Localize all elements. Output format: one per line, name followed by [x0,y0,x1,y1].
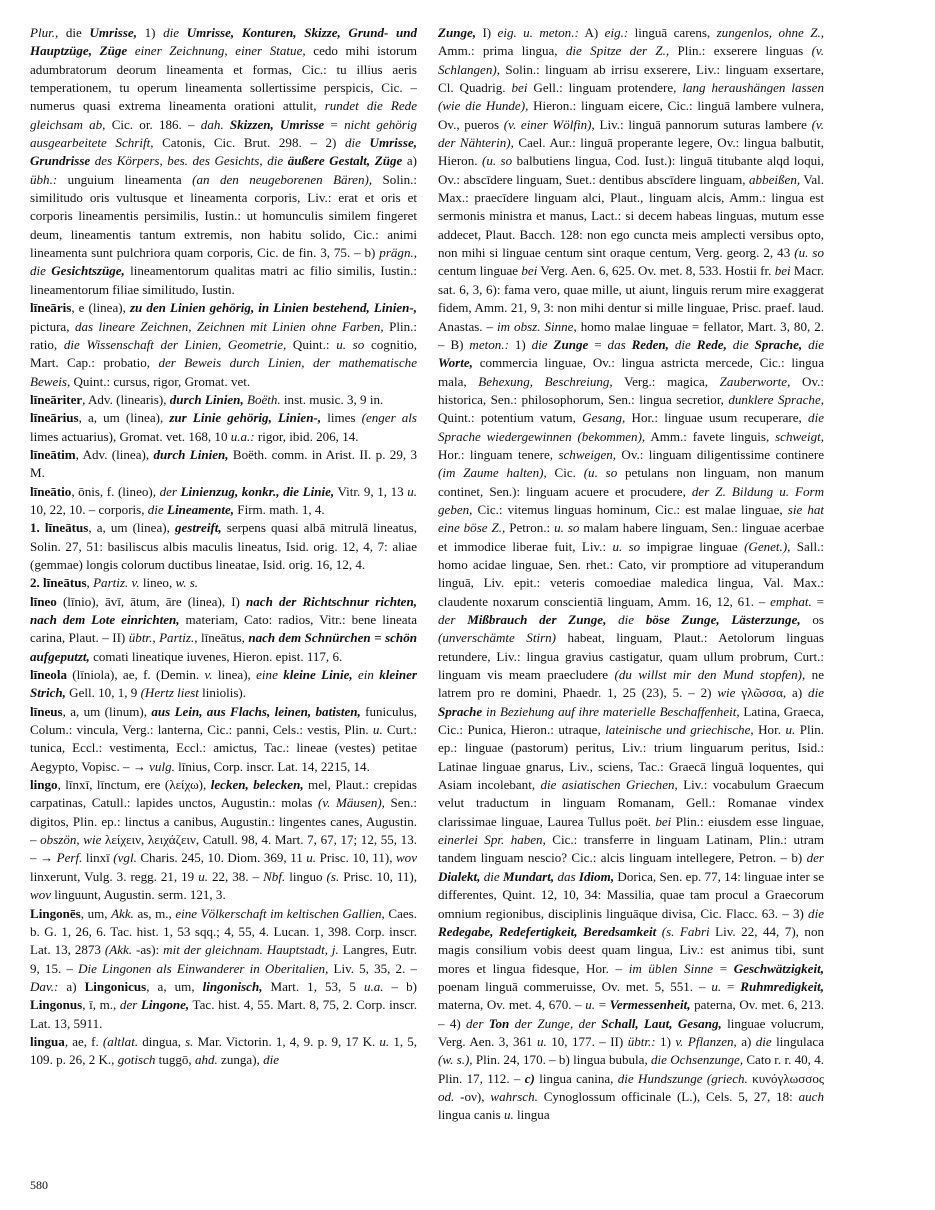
dictionary-entry: līneāris, e (linea), zu den Linien gehörig, in Linien bestehend, Linien-, pictura, das lineare Zeichnen, Zeichnen mit Linien ohne Farben, Plin.: ratio, die Wissenschaft der Linien, Geometrie, Quint.: u. so cognitio, Mart. Cap.: probatio, der Beweis durch Linien, der mathematische Beweis, Quint.: cursus, rigor, Gromat. vet. [30,300,417,389]
dictionary-entry: lingo, līnxī, līnctum, ere (λείχω), lecken, belecken, mel, Plaut.: crepidas carpatinas, Catull.: lapides unctos, Augustin.: molas (v. Mäusen), Sen.: digitos, Plin. ep.: linctus a canibus, Augustin.: lingentes canes, Augustin. – obszön, wie λείχειν, λειχάζειν, Catull. 98, 4. Mart. 7, 67, 17; 12, 55, 13. – → Perf. linxī (vgl. Charis. 245, 10. Diom. 369, 11 u. Prisc. 10, 11), wov linxerunt, Vulg. 3. regg. 21, 19 u. 22, 38. – Nbf. linguo (s. Prisc. 10, 11), wov linguunt, Augustin. serm. 121, 3. [30,777,417,903]
dictionary-entry: līneātio, ōnis, f. (lineo), der Linienzug, konkr., die Linie, Vitr. 9, 1, 13 u. 10, 22, 10. – corporis, die Lineamente, Firm. math. 1, 4. [30,483,417,517]
dictionary-entry: Lingonēs, um, Akk. as, m., eine Völkerschaft im keltischen Gallien, Caes. b. G. 1, 26, 6. Tac. hist. 1, 53 sqq.; 4, 55, 4. Lucan. 1, 398. Corp. inscr. Lat. 13, 2873 (Akk. -as): mit der gleichnam. Hauptstadt, j. Langres, Eutr. 9, 15. – Die Lingonen als Einwanderer in Oberitalien, Liv. 5, 35, 2. – Dav.: a) Lingonicus, a, um, lingonisch, Mart. 1, 53, 5 u.a. – b) Lingonus, ī, m., der Lingone, Tac. hist. 4, 55. Mart. 8, 75, 2. Corp. inscr. Lat. 13, 5911. [30,905,417,1031]
dictionary-entry: līneāriter, Adv. (linearis), durch Linien, Boëth. inst. music. 3, 9 in. [30,391,384,407]
right-column [438,24,824,1125]
dictionary-entry: lingua, ae, f. (altlat. dingua, s. Mar. Victorin. 1, 4, 9. p. 9, 17 K. u. 1, 5, 109. p. 26, 2 K., gotisch tuggō, ahd. zunga), die [30,1033,417,1068]
dictionary-entry: līneārius, a, um (linea), zur Linie gehörig, Linien-, limes (enger als limes actuarius), Gromat. vet. 168, 10 u.a.: rigor, ibid. 206, 14. [30,410,417,444]
dictionary-entry: 1. līneātus, a, um (linea), gestreift, serpens quasi albā mitrulā lineatus, Solin. 27, 51: basiliscus albis maculis lineatus, Isid. orig. 12, 4, 7: aliae (gemmae) longis colorum ductibus lineatae, Isid. orig. 16, 12, 4. [30,520,417,572]
dictionary-entry: līneus, a, um (linum), aus Lein, aus Flachs, leinen, batisten, funiculus, Colum.: vincula, Verg.: lanterna, Cic.: panni, Cels.: vestis, Plin. u. Curt.: tunica, Eccl.: vestimenta, Eccl.: amictus, Tac.: lineae (vestes) petitae Aegypto, Vopisc. – → vulg. līnius, Corp. inscr. Lat. 14, 2215, 14. [30,703,417,774]
dictionary-entry: līneola (līniola), ae, f. (Demin. v. linea), eine kleine Linie, ein kleiner Strich, Gell. 10, 1, 9 (Hertz liest liniolis). [30,667,417,701]
dictionary-entry: Plur., die Umrisse, 1) die Umrisse, Konturen, Skizze, Grund- und Hauptzüge, Züge einer Zeichnung, einer Statue, cedo mihi istorum adumbratorum deorum lineamenta et formas, Cic.: tu illius aeris temperationem, tu operum lineamenta sollertissime perspicis, Cic. – numerus quasi extrema lineamenta orationi attulit, rundet die Rede gleichsam ab, Cic. or. 186. – dah. Skizzen, Umrisse = nicht gehörig ausgearbeitete Schrift, Catonis, Cic. Brut. 298. – 2) die Umrisse, Grundrisse des Körpers, bes. des Gesichts, die äußere Gestalt, Züge a) übh.: unguium lineamenta (an den neugeborenen Bären), Solin.: similitudo oris vultusque et lineamenta corporis, Liv.: erat et oris et corporis lineamentis persimilis, Iustin.: ut homunculis similem fingeret deum, lineamentis tantum extremis, non habitu solido, Cic.: animi lineamenta sunt pulchriora quam corporis, Cic. de fin. 3, 75. – b) prägn., die Gesichtszüge, lineamentorum qualitas matri ac filio similis, Iustin.: lineamentorum filiae similitudo, Iustin. [30,25,417,297]
page-number: 580 [30,1178,48,1192]
dictionary-entry: līneo (līnio), āvī, ātum, āre (linea), I) nach der Richtschnur richten, nach dem Lote einrichten, materiam, Cato: radios, Vitr.: bene lineata carina, Plaut. – II) übtr., Partiz., līneātus, nach dem Schnürchen = schön aufgeputzt, comati lineatique iuvenes, Hieron. epist. 117, 6. [30,593,417,664]
dictionary-entry: 2. līneātus, Partiz. v. lineo, w. s. [30,575,199,591]
dictionary-entry: līneātim, Adv. (linea), durch Linien, Boëth. comm. in Arist. II. p. 29, 3 M. [30,446,417,481]
dictionary-entry: Zunge, I) eig. u. meton.: A) eig.: linguā carens, zungenlos, ohne Z., Amm.: prima lingua, die Spitze der Z., Plin.: exserere linguas (v. Schlangen), Solin.: linguam ab irrisu exserere, Liv.: linguam exsertare, Cl. Quadrig. bei Gell.: linguam protendere, lang heraushängen lassen (wie die Hunde), Hieron.: linguam eicere, Cic.: linguā lambere vulnera, Ov., pueros (v. einer Wölfin), Liv.: linguā pannorum suturas lambere (v. der Nähterin), Cael. Aur.: linguā properante legere, Ov.: lingua balbutit, Hieron. (u. so balbutiens lingua, Cod. Iust.): linguā titubante alqd loqui, Ov.: abscīdere linguam, Suet.: dentibus abscīdere linguam, abbeißen, Val. Max.: praecīdere linguam alci, Plaut., linguam alcis, Amm.: lingua est sermonis ministra et manus, Lact.: si decem habeas linguas, mutum esse addecet, Plaut. Bacch. 128: non ego cuncta meis amplecti versibus opto, non mihi si linguae centum sint oraque centum, Verg. georg. 2, 43 (u. so centum linguae bei Verg. Aen. 6, 625. Ov. met. 8, 533. Hostii fr. bei Macr. sat. 6, 3, 6): fama vero, quae mille, ut aiunt, linguis rerum mire exaggerat fidem, Amm. 21, 9, 3: non mihi dentur si mille linguae, Prisc. praef. laud. Anastas. – im obsz. Sinne, homo malae linguae = fellator, Mart. 3, 80, 2. – B) meton.: 1) die Zunge = das Reden, die Rede, die Sprache, die Worte, commercia linguae, Ov.: lingua astricta mercede, Cic.: lingua mala, Behexung, Beschreiung, Verg.: magica, Zauberworte, Ov.: historica, Sen.: philosophorum, Sen.: lingua secretior, dunklere Sprache, Quint.: potentium vatum, Gesang, Hor.: linguae usum recuperare, die Sprache wiedergewinnen (bekommen), Amm.: favete linguis, schweigt, Hor.: linguam tenere, schweigen, Ov.: linguam diligentissime continere (im Zaume halten), Cic. (u. so petulans non linguam, non manum continet, Sen.): linguam acuere et procudere, der Z. Bildung u. Form geben, Cic.: vitemus linguas hominum, Cic.: est malae linguae, sie hat eine böse Z., Petron.: u. so malam habere linguam, Sen.: linguae acerbae et immodice liberae fuit, Liv.: u. so impigrae linguae (Genet.), Sall.: homo acidae linguae, Sen. rhet.: Cato, vir promptiore ad vituperandum linguā, Liv. epit.: veteris comoediae maledica lingua, Val. Max.: claudente noxarum conscientiā linguam, Amm. 16, 12, 61. – emphat. = der Mißbrauch der Zunge, die böse Zunge, Lästerzunge, os (unverschämte Stirn) habeat, linguam, Plaut.: Aetolorum linguas retundere, Liv.: lingua gravius castigatur, quam ullum probrum, Curt.: linguam vis meam praecludere (du willst mir den Mund stopfen), ne latrem pro re domini, Phaedr. 1, 25 (23), 5. – 2) wie γλῶσσα, a) die Sprache in Beziehung auf ihre materielle Beschaffenheit, Latina, Graeca, Cic.: Punica, Hieron.: utraque, lateinische und griechische, Hor. u. Plin. ep.: linguae (pastorum) peritus, Liv.: trium linguarum peritus, Isid.: Latinae linguae gnarus, Liv., sciens, Tac.: Graecā linguā loquentes, qui Asiam incolebant, die asiatischen Griechen, Liv.: vocabulum Graecum velut traductum in linguam Romanam, Gell.: Romanae vindex clarissimae linguae, Laurea Tullus poët. bei Plin.: eiusdem esse linguae, einerlei Spr. haben, Cic.: transferre in linguam Latinam, Plin.: utram tandem linguam nescio? Cic.: alcis linguam intellegere, Petron. – b) der Dialekt, die Mundart, das Idiom, Dorica, Sen. ep. 77, 14: linguae inter se differentes, Quint. 12, 10, 34: Massilia, quae tam procul a Graecorum omnium regionibus, disciplinis linguāque divisa, Cic. Flacc. 63. – 3) die Redegabe, Redefertigkeit, Beredsamkeit (s. Fabri Liv. 22, 44, 7), non magis consilium vobis deest quam lingua, Liv.: est animus tibi, sunt mores et lingua fidesque, Hor. – im üblen Sinne = Geschwätzigkeit, poenam linguā commeruisse, Ov. met. 5, 551. – u. = Ruhmredigkeit, materna, Ov. met. 4, 670. – u. = Vermessenheit, paterna, Ov. met. 6, 213. – 4) der Ton der Zunge, der Schall, Laut, Gesang, linguae volucrum, Verg. Aen. 3, 361 u. 10, 177. – II) übtr.: 1) v. Pflanzen, a) die lingulaca (w. s.), Plin. 24, 170. – b) lingua bubula, die Ochsenzunge, Cato r. r. 40, 4. Plin. 17, 112. – c) lingua canina, die Hundszunge (griech. κυνόγλωσσος od. -ον), wahrsch. Cynoglossum officinale (L.), Cels. 5, 27, 18: auch lingua canis u. lingua [438,25,824,1123]
left-column [30,24,417,1070]
